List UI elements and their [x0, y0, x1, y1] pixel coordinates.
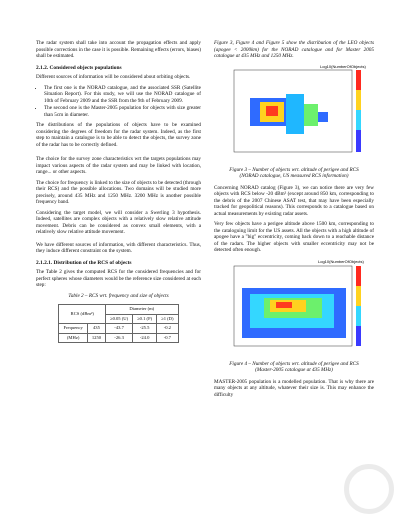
- list-item: • The second one is the Master-2005 population for objects with size greater than 5cm in diameter.: [44, 105, 201, 118]
- table-cell: -25.5: [133, 324, 157, 334]
- legend-label: Log10(NumberOfObjects): [320, 63, 366, 69]
- paragraph: The distributions of the populations of objects have to be examined considering the degrees of freedom for the radar system. Indeed, as the first step to maintain a catalogue is to be able to detect the objects, the survey zone of the radar has to be correctly defined.: [36, 122, 201, 148]
- paragraph: Concerning NORAD catalog (Figure 3), we can notice there are very few objects with RCS below -20 dBm² (except around 850 km, corresponding to the debris of the 2007 Chinese ASAT test, that may have been especially tracked for geopolitical reasons). This corresponds to a catalogue based on actual measurements by existing radar assets.: [214, 184, 374, 217]
- colorbar-segment: [356, 286, 361, 306]
- figure-4-heatmap: [220, 258, 370, 358]
- paragraph: MASTER-2005 population is a modelled population. That is why there are many objects at any altitude, whatever their size is. This may enhance the difficulty: [214, 378, 374, 398]
- heatmap-cells: [242, 288, 346, 338]
- table-cell: 1250: [87, 333, 105, 343]
- paragraph: The Table 2 gives the computed RCS for the considered frequencies and for perfect spheres whose diameters would be the reference size considered at each step:: [36, 269, 201, 288]
- paragraph: The radar system shall take into account the propagation effects and apply possible corrections in the case it is possible. Remaining effects (errors, biases) shall be estimated.: [36, 40, 201, 59]
- table-row-label: (MHz): [59, 333, 87, 343]
- paragraph: Figure 3, Figure 4 and Figure 5 show the distribution of the LEO objects (apogee < 2000km) for the NORAD catalogue and for Master 2005 catalogue at 435 MHz and 1250 MHz.: [214, 40, 374, 59]
- subsection-heading: 2.1.2.1. Distribution of the RCS of objects: [36, 259, 132, 266]
- table-cell: -0.7: [157, 333, 178, 343]
- left-column: [36, 40, 201, 343]
- table-row: [59, 324, 178, 334]
- table-cell: -26.3: [106, 333, 133, 343]
- heat-cell: [304, 104, 318, 126]
- colorbar-segment: [356, 70, 361, 90]
- table-row: [59, 333, 178, 343]
- rcs-table: [58, 304, 178, 343]
- colorbar-segment: [356, 306, 361, 326]
- table-col-header: ≥0.05 (U): [106, 314, 133, 324]
- paragraph: Considering the target model, we will consider a Swerling 3 hypothesis. Indeed, satellites are complex objects with a relatively slow relative attitude movement. Debris can be considered as convex small elements, with a relatively slow relative attitude movement.: [36, 209, 201, 235]
- table-cell: -0.2: [157, 324, 178, 334]
- paragraph: Very few objects have a perigee altitude above 1500 km, corresponding to the cataloguing limit for the US assets. All the objects with a high altitude of apogee have a "big" eccentricity, coming back down to a reachable distance of the radars. The higher objects with smaller eccentricity may not be detected often enough.: [214, 221, 374, 253]
- colorbar-segment: [356, 110, 361, 130]
- table-col-header: ≥0.1 (F): [133, 314, 157, 324]
- table-caption: Table 2 – RCS wrt. frequency and size of objects: [68, 292, 169, 299]
- colorbar-segment: [356, 266, 361, 286]
- heat-cell: [266, 106, 278, 116]
- figure-4-svg: [220, 258, 370, 358]
- figure-caption: Figure 3 – Number of objects wrt. altitude of perigee and RCS (NORAD catalogue, US measured RCS information): [229, 166, 359, 179]
- heat-cell: [318, 112, 328, 122]
- table-col-header: ≥1 (D): [157, 314, 178, 324]
- legend-label: Log10(NumberOfObjects): [318, 258, 364, 264]
- paragraph: The choice for the survey zone characteristics wrt the targets populations may impact various aspects of the radar system and may be linked with location, range... or other aspects.: [36, 156, 201, 175]
- table-cell: 435: [87, 324, 105, 334]
- section-heading: 2.1.2. Considered objects populations: [36, 64, 122, 71]
- table-cell: -43.7: [106, 324, 133, 334]
- heat-cell: [286, 94, 304, 134]
- table-cell: -24.0: [133, 333, 157, 343]
- heat-cell: [276, 302, 292, 308]
- paragraph: We have different sources of information, with different characteristics. Thus, they induce different constraint on the system.: [36, 241, 201, 254]
- table-row-label: Frequency: [59, 324, 87, 334]
- figure-caption: Figure 4 – Number of objects wrt. altitude of perigee and RCS (Master-2005 catalogue at 435 MHz): [229, 360, 359, 373]
- figure-3-heatmap: [220, 64, 370, 164]
- table-group-header: Diameter (m): [106, 305, 178, 315]
- list-item: • The first one is the NORAD catalogue, and the associated SSR (Satellite Situation Report). For this study, we will use the NORAD catalogue of 10th of February 2009 and the SSR from the 9th of February 2009.: [44, 85, 201, 105]
- figure-3-svg: [220, 64, 370, 164]
- colorbar-segment: [356, 90, 361, 110]
- watermark-logo: [344, 464, 394, 514]
- right-column: [214, 40, 374, 402]
- paragraph: The choice for frequency is linked to the size of objects to be detected (through their RCS) and the possible allocations. Two domains will be studied more precisely, around 435 MHz and 1250 MHz. 3200 MHz is another possible frequency band.: [36, 179, 201, 205]
- table-corner-cell: RCS (dBm²): [59, 305, 106, 324]
- source-list: [36, 85, 201, 119]
- paragraph: Different sources of information will be considered about orbiting objects.: [36, 74, 191, 80]
